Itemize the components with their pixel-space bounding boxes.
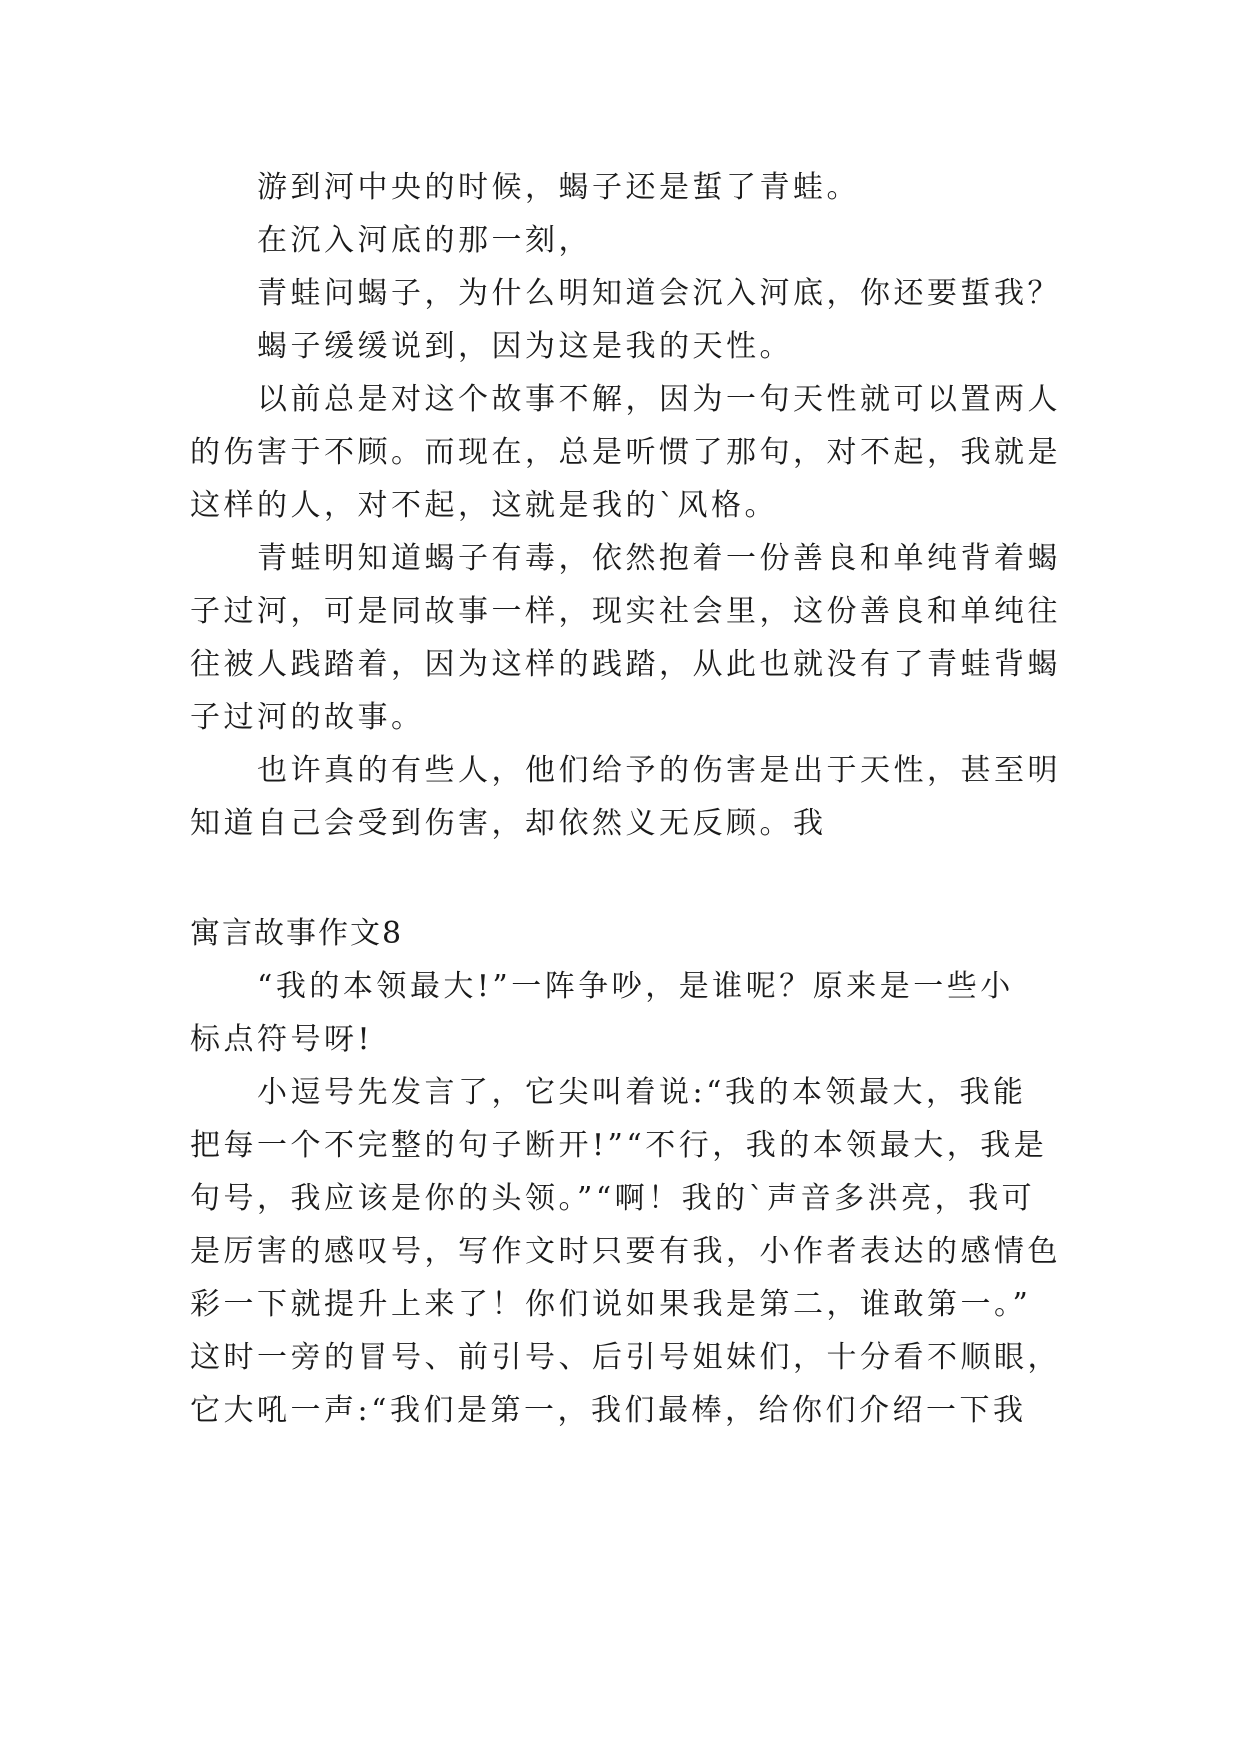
paragraph-line: 句号，我应该是你的头领。”“啊！我的`声音多洪亮，我可: [190, 1181, 1036, 1216]
paragraph-line: 知道自己会受到伤害，却依然义无反顾。我: [190, 806, 827, 841]
paragraph-line: 的伤害于不顾。而现在，总是听惯了那句，对不起，我就是: [190, 435, 1061, 470]
paragraph-line: 标点符号呀!: [190, 1022, 374, 1057]
paragraph-line: 把每一个不完整的句子断开!”“不行，我的本领最大，我是: [190, 1128, 1048, 1163]
paragraph-line: 在沉入河底的那一刻，: [257, 223, 592, 258]
paragraph-line: 子过河，可是同故事一样，现实社会里，这份善良和单纯往: [190, 594, 1061, 629]
paragraph-line: 彩一下就提升上来了！你们说如果我是第二，谁敢第一。”: [190, 1287, 1032, 1322]
paragraph-line: “我的本领最大!”一阵争吵，是谁呢？原来是一些小: [257, 969, 1014, 1004]
paragraph-line: 子过河的故事。: [190, 700, 425, 735]
paragraph-line: 青蛙明知道蝎子有毒，依然抱着一份善良和单纯背着蝎: [257, 541, 1061, 576]
paragraph-line: 往被人践踏着，因为这样的践踏，从此也就没有了青蛙背蝎: [190, 647, 1061, 682]
paragraph-line: 是厉害的感叹号，写作文时只要有我，小作者表达的感情色: [190, 1234, 1061, 1269]
paragraph-line: 小逗号先发言了，它尖叫着说:“我的本领最大，我能: [257, 1075, 1027, 1110]
paragraph-line: 以前总是对这个故事不解，因为一句天性就可以置两人: [257, 382, 1061, 417]
paragraph-line: 青蛙问蝎子，为什么明知道会沉入河底，你还要蜇我？: [257, 276, 1061, 311]
paragraph-line: 也许真的有些人，他们给予的伤害是出于天性，甚至明: [257, 753, 1061, 788]
paragraph-line: 蝎子缓缓说到，因为这是我的天性。: [257, 329, 793, 364]
paragraph-line: 这时一旁的冒号、前引号、后引号姐妹们，十分看不顺眼，: [190, 1340, 1061, 1375]
paragraph-line: 游到河中央的时候，蝎子还是蜇了青蛙。: [257, 170, 860, 205]
paragraph-line: 这样的人，对不起，这就是我的`风格。: [190, 488, 778, 523]
section-heading: 寓言故事作文8: [190, 916, 404, 951]
paragraph-line: 它大吼一声:“我们是第一，我们最棒，给你们介绍一下我: [190, 1393, 1027, 1428]
